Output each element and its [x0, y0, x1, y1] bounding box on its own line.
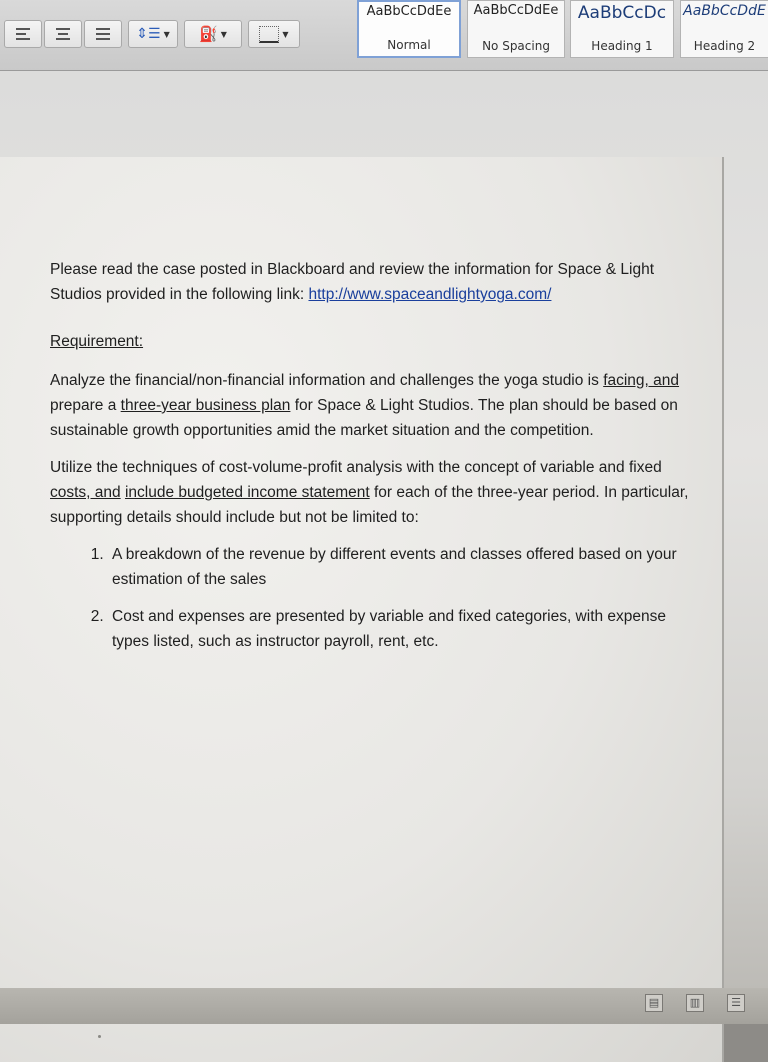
para2-text-1: Analyze the financial/non-financial information and challenges the yoga studio is [50, 372, 604, 389]
style-normal-label: Normal [387, 38, 431, 52]
dot-mark [98, 1035, 101, 1038]
style-no-spacing[interactable] [467, 0, 565, 58]
chevron-down-icon: ▼ [282, 29, 289, 39]
para2-text-2: prepare a [50, 397, 121, 414]
document-page[interactable] [0, 157, 722, 1062]
para2-underlined-2: three-year business plan [120, 397, 291, 414]
style-heading-2-label: Heading 2 [693, 39, 756, 53]
align-left-button[interactable] [4, 20, 42, 48]
web-layout-view-icon[interactable]: ▥ [686, 994, 704, 1012]
line-spacing-button[interactable] [128, 20, 178, 48]
style-heading-2-sample: AaBbCcDdE [683, 3, 766, 19]
style-no-spacing-label: No Spacing [482, 39, 550, 53]
justify-button[interactable] [84, 20, 122, 48]
website-link[interactable]: http://www.spaceandlightyoga.com/ [308, 286, 552, 303]
style-heading-2[interactable] [680, 0, 768, 58]
style-heading-1[interactable] [570, 0, 674, 58]
para3-underlined-2: include budgeted income statement [124, 484, 370, 501]
style-normal-sample: AaBbCcDdEe [366, 4, 452, 19]
chevron-down-icon: ▼ [220, 29, 227, 39]
intro-paragraph [50, 257, 690, 307]
para2-underlined-1: facing, and [603, 372, 680, 389]
intro-text: Please read the case posted in Blackboard and review the information for Space & Light Studios provided in the following link: [50, 261, 655, 303]
list-item: 1. A breakdown of the revenue by different events and classes offered based on your estimation of the sales [108, 542, 690, 592]
para2-text-3: for Space & Light Studios. The plan should be based on sustainable growth opportunities amid the market situation and the competition. [50, 397, 678, 439]
shading-button[interactable] [184, 20, 242, 48]
style-heading-1-sample: AaBbCcDc [577, 3, 667, 23]
requirement-heading: Requirement: [50, 333, 144, 350]
borders-button[interactable] [248, 20, 300, 48]
cvp-paragraph [50, 455, 690, 530]
border-icon [259, 26, 279, 43]
para3-text-1: Utilize the techniques of cost-volume-profit analysis with the concept of variable and fixed [50, 459, 662, 476]
chevron-down-icon: ▼ [163, 29, 170, 39]
paint-bucket-icon: ⛽ [199, 25, 218, 43]
requirements-list [50, 542, 690, 654]
outline-view-icon[interactable]: ☰ [727, 994, 745, 1012]
para3-underlined-1: costs, and [50, 484, 121, 501]
analysis-paragraph [50, 368, 690, 443]
style-no-spacing-sample: AaBbCcDdEe [473, 3, 559, 18]
style-normal[interactable] [357, 0, 461, 58]
status-bar [0, 988, 768, 1024]
line-spacing-icon: ⇕☰ [136, 26, 161, 42]
align-center-icon [56, 28, 70, 40]
document-canvas [0, 71, 768, 1024]
style-heading-1-label: Heading 1 [591, 39, 653, 53]
print-layout-view-icon[interactable]: ▤ [645, 994, 663, 1012]
align-center-button[interactable] [44, 20, 82, 48]
para3-text-3: for each of the three-year period. In particular, supporting details should include but not be limited to: [50, 484, 689, 526]
align-left-icon [16, 28, 30, 40]
list-item: 2. Cost and expenses are presented by variable and fixed categories, with expense types listed, such as instructor payroll, rent, etc. [108, 604, 690, 654]
document-body[interactable] [50, 257, 690, 666]
justify-icon [96, 28, 110, 40]
ribbon-toolbar [0, 0, 768, 71]
